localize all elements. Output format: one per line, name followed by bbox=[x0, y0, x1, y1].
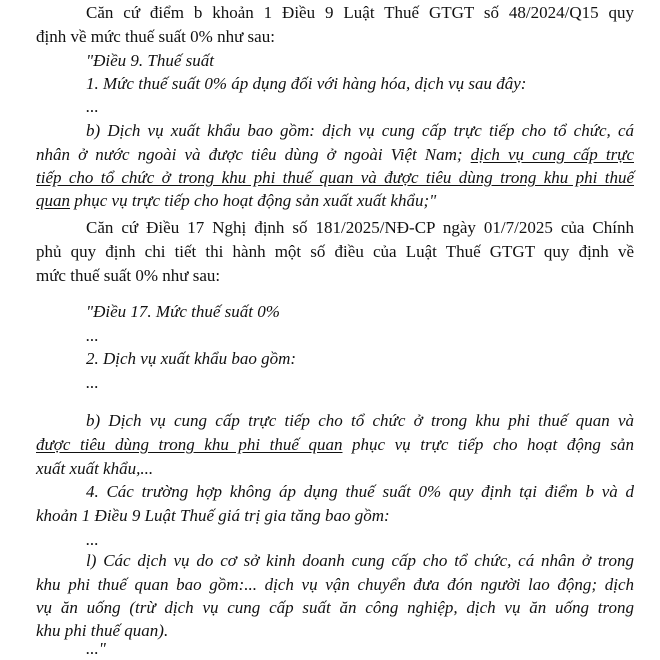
article-9-ellipsis: ... bbox=[86, 97, 99, 116]
paragraph-1-line-1: Căn cứ điểm b khoản 1 Điều 9 Luật Thuế GTGT số 48/2024/Q15 quy bbox=[86, 3, 634, 22]
article-9-point-b-line-2 bbox=[36, 144, 634, 166]
paragraph-2-line-1: Căn cứ Điều 17 Nghị định số 181/2025/NĐ-CP ngày 01/7/2025 của Chính bbox=[86, 218, 634, 237]
article-17-heading: "Điều 17. Mức thuế suất 0% bbox=[86, 302, 280, 321]
article-17-point-l-line-4: khu phi thuế quan). bbox=[36, 621, 169, 640]
article-17-point-b-line-1: b) Dịch vụ cung cấp trực tiếp cho tổ chức ở trong khu phi thuế quan và bbox=[86, 411, 634, 430]
article-9-point-b-line-1: b) Dịch vụ xuất khẩu bao gồm: dịch vụ cung cấp trực tiếp cho tổ chức, cá bbox=[86, 121, 634, 140]
article-9-point-b-line-3: tiếp cho tổ chức ở trong khu phi thuế quan và được tiêu dùng trong khu phi thuế bbox=[36, 168, 634, 187]
article-9-item-1: 1. Mức thuế suất 0% áp dụng đối với hàng hóa, dịch vụ sau đây: bbox=[86, 74, 527, 93]
article-17-point-b-line-2 bbox=[36, 434, 634, 456]
article-17-closing: ..." bbox=[86, 639, 106, 658]
article-9-point-b-line-2-underlined: dịch vụ cung cấp trực bbox=[470, 145, 634, 164]
article-9-heading: "Điều 9. Thuế suất bbox=[86, 51, 215, 70]
article-17-ellipsis-1: ... bbox=[86, 326, 99, 345]
article-9-point-b-line-2-plain: nhân ở nước ngoài và được tiêu dùng ở ngoài Việt Nam; bbox=[36, 145, 471, 164]
paragraph-2-line-2: phủ quy định chi tiết thi hành một số điều của Luật Thuế GTGT quy định về bbox=[36, 242, 634, 261]
article-9-point-b-line-4-plain: phục vụ trực tiếp cho hoạt động sản xuất xuất khẩu;" bbox=[70, 191, 437, 210]
article-17-item-4-line-2: khoản 1 Điều 9 Luật Thuế giá trị gia tăng bao gồm: bbox=[36, 506, 390, 525]
paragraph-1-line-2: định về mức thuế suất 0% như sau: bbox=[36, 27, 275, 46]
paragraph-2-line-3: mức thuế suất 0% như sau: bbox=[36, 266, 221, 285]
article-17-point-b-line-3: xuất xuất khẩu,... bbox=[36, 459, 154, 478]
article-9-point-b-line-4 bbox=[36, 190, 436, 212]
article-17-ellipsis-2: ... bbox=[86, 373, 99, 392]
article-17-item-4-line-1: 4. Các trường hợp không áp dụng thuế suất 0% quy định tại điểm b và d bbox=[86, 482, 634, 501]
article-17-item-2: 2. Dịch vụ xuất khẩu bao gồm: bbox=[86, 349, 297, 368]
article-17-ellipsis-3: ... bbox=[86, 530, 99, 549]
article-17-point-l-line-2: khu phi thuế quan bao gồm:... dịch vụ vận chuyển đưa đón người lao động; dịch bbox=[36, 575, 634, 594]
article-17-point-b-line-2-underlined: được tiêu dùng trong khu phi thuế quan bbox=[36, 435, 343, 454]
article-17-point-b-line-2-plain: phục vụ trực tiếp cho hoạt động sản bbox=[342, 435, 634, 454]
article-9-point-b-line-4-underlined: quan bbox=[36, 191, 70, 210]
article-17-point-l-line-1: l) Các dịch vụ do cơ sở kinh doanh cung cấp cho tổ chức, cá nhân ở trong bbox=[86, 551, 634, 570]
article-17-point-l-line-3: vụ ăn uống (trừ dịch vụ cung cấp suất ăn công nghiệp, dịch vụ ăn uống trong bbox=[36, 598, 634, 617]
